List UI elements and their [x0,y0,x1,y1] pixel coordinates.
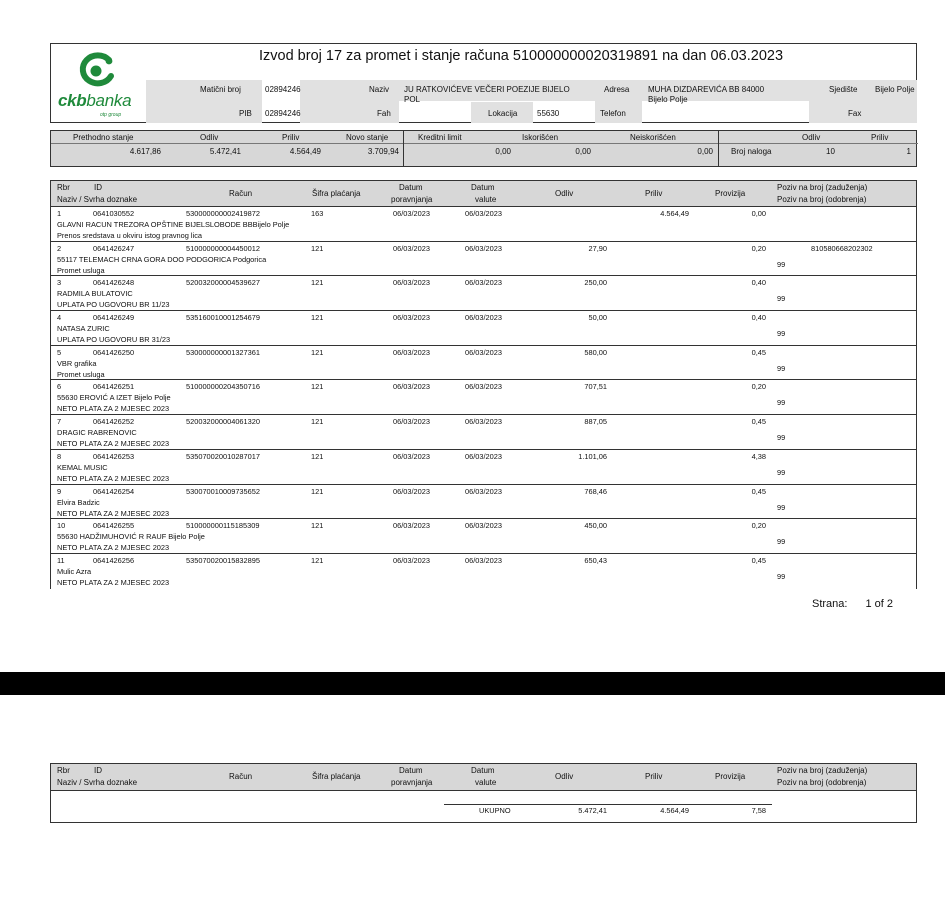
row-prov: 0,45 [751,417,766,427]
odliv-value: 5.472,41 [209,147,241,156]
account-info [146,80,917,123]
bank-logo [54,52,146,120]
col-sifra: Šifra plaćanja [312,189,361,198]
row-rbr: 10 [57,521,66,531]
odliv-label: Odliv [200,133,219,142]
row-odliv: 27,90 [588,243,607,253]
totals-odliv: 5.472,41 [578,806,607,815]
row-naziv: 55630 EROVIĆ A IZET Bijelo Polje [57,393,171,403]
nalog-odliv-label: Odliv [802,133,821,142]
table-header [50,180,917,207]
row-prov: 0,45 [751,347,766,357]
row-id: 0641426247 [93,243,135,253]
row-d2: 06/03/2023 [465,243,502,253]
row-odliv: 450,00 [584,521,607,531]
totals-provizija: 7,58 [751,806,766,815]
row-d1: 06/03/2023 [393,243,430,253]
neiskoriscen-label: Neiskorišćen [630,133,676,142]
row-odliv: 250,00 [584,278,607,288]
row-poziv-o: 99 [777,467,786,477]
row-prov: 0,20 [751,243,766,253]
row-poziv-o: 99 [777,259,786,269]
col-odliv: Odliv [555,772,574,781]
row-svrha: NETO PLATA ZA 2 MJESEC 2023 [57,543,170,553]
row-d2: 06/03/2023 [465,313,502,323]
row-d2: 06/03/2023 [465,521,502,531]
row-racun: 535070020015832895 [186,555,260,565]
row-racun: 535070020010287017 [186,451,260,461]
row-sifra: 121 [311,521,324,531]
row-id: 0641426252 [93,417,135,427]
row-poziv-o: 99 [777,502,786,512]
row-racun: 510000000004450012 [186,243,260,253]
row-prov: 0,20 [751,382,766,392]
row-d1: 06/03/2023 [393,313,430,323]
iskoriscen-value: 0,00 [575,147,591,156]
col-priliv: Priliv [645,189,663,198]
row-rbr: 7 [57,417,62,427]
sjediste-label: Sjedište [829,85,858,94]
row-racun: 530070010009735652 [186,486,260,496]
row-poziv-o: 99 [777,329,786,339]
kreditni-limit-label: Kreditni limit [418,133,462,142]
row-racun: 520032000004539627 [186,278,260,288]
col-sifra: Šifra plaćanja [312,772,361,781]
row-svrha: Promet usluga [57,265,105,275]
col-poziv-odobrenja: Poziv na broj (odobrenja) [777,778,867,787]
bank-logo-wordmark [58,91,131,111]
statement-header [50,43,917,123]
row-poziv-o: 99 [777,398,786,408]
row-poziv-o: 99 [777,294,786,304]
row-naziv: RADMILA BULATOVIC [57,289,133,299]
row-d1: 06/03/2023 [393,521,430,531]
row-id: 0641030552 [93,209,135,218]
row-svrha: NETO PLATA ZA 2 MJESEC 2023 [57,404,170,414]
row-sifra: 163 [311,209,324,218]
row-prov: 4,38 [751,451,766,461]
totals-table [50,763,917,823]
nalog-priliv-value: 1 [906,147,911,156]
col-racun: Račun [229,772,253,781]
row-racun: 535160010001254679 [186,313,260,323]
row-odliv: 580,00 [584,347,607,357]
row-naziv: VBR grafika [57,358,97,368]
row-d1: 06/03/2023 [393,555,430,565]
novo-stanje-label: Novo stanje [346,133,389,142]
row-prov: 0,00 [751,209,766,218]
row-naziv: NATASA ZURIC [57,324,110,334]
row-odliv: 1.101,06 [578,451,607,461]
table-row [50,380,917,415]
col-rbr: Rbr [57,766,70,775]
row-id: 0641426250 [93,347,135,357]
row-svrha: UPLATA PO UGOVORU BR 31/23 [57,335,171,345]
col-rbr: Rbr [57,183,70,192]
maticni-value: 02894246 [265,85,301,94]
totals-priliv: 4.564,49 [660,806,689,815]
row-odliv: 768,46 [584,486,607,496]
transaction-rows [50,207,917,589]
fax-label: Fax [848,109,862,118]
table-row [50,519,917,554]
row-d2: 06/03/2023 [465,278,502,288]
table-row [50,276,917,311]
col-id: ID [94,183,102,192]
statement-title: Izvod broj 17 za promet i stanje računa 510000000020319891 na dan 06.03.2023 [259,48,784,64]
table-row [50,485,917,520]
col-naziv: Naziv / Svrha doznake [57,195,138,204]
fah-label: Fah [377,109,391,118]
summary-divider-1 [403,131,404,166]
row-prov: 0,40 [751,278,766,288]
row-racun: 510000000204350716 [186,382,260,392]
row-rbr: 2 [57,243,62,253]
row-svrha: NETO PLATA ZA 2 MJESEC 2023 [57,577,170,587]
row-svrha: NETO PLATA ZA 2 MJESEC 2023 [57,439,170,449]
row-id: 0641426256 [93,555,135,565]
row-poziv-o: 99 [777,433,786,443]
priliv-value: 4.564,49 [289,147,321,156]
col-datum-val-1: Datum [471,766,495,775]
totals-label: UKUPNO [479,806,511,815]
row-d2: 06/03/2023 [465,382,502,392]
col-datum-por-1: Datum [399,183,423,192]
lokacija-label: Lokacija [488,109,518,118]
summary-divider [51,143,918,144]
row-id: 0641426255 [93,521,135,531]
row-naziv: 55630 HADŽIMUHOVIĆ R RAUF Bijelo Polje [57,532,205,542]
col-provizija: Provizija [715,189,746,198]
bank-logo-icon [76,52,116,88]
logo-main-text: ckb [58,91,87,110]
row-racun: 520032000004061320 [186,417,260,427]
lokacija-value: 55630 [537,109,560,118]
row-id: 0641426253 [93,451,135,461]
table-row [50,415,917,450]
col-datum-val-2: valute [475,195,497,204]
table-row [50,311,917,346]
col-datum-val-1: Datum [471,183,495,192]
col-provizija: Provizija [715,772,746,781]
row-prov: 0,45 [751,555,766,565]
row-odliv: 887,05 [584,417,607,427]
row-sifra: 121 [311,555,324,565]
row-rbr: 5 [57,347,62,357]
row-racun: 530000000002419872 [186,209,260,218]
col-priliv: Priliv [645,772,663,781]
novo-stanje-value: 3.709,94 [367,147,399,156]
row-d1: 06/03/2023 [393,486,430,496]
col-odliv: Odliv [555,189,574,198]
page-number [812,598,893,610]
row-d1: 06/03/2023 [393,417,430,427]
row-naziv: 55117 TELEMACH CRNA GORA DOO PODGORICA Podgorica [57,254,267,264]
col-naziv: Naziv / Svrha doznake [57,778,138,787]
row-priliv: 4.564,49 [660,209,689,218]
row-svrha: UPLATA PO UGOVORU BR 11/23 [57,300,170,310]
pib-label: PIB [239,109,252,118]
balance-summary [50,130,917,167]
row-sifra: 121 [311,243,324,253]
row-d1: 06/03/2023 [393,451,430,461]
naziv-value-line2: POL [404,95,421,104]
row-sifra: 121 [311,451,324,461]
row-d1: 06/03/2023 [393,278,430,288]
row-prov: 0,20 [751,521,766,531]
row-d2: 06/03/2023 [465,417,502,427]
row-d1: 06/03/2023 [393,347,430,357]
row-sifra: 121 [311,278,324,288]
row-poziv-o: 99 [777,363,786,373]
col-poziv-zaduzenja: Poziv na broj (zaduženja) [777,766,868,775]
row-rbr: 3 [57,278,62,288]
nalog-odliv-value: 10 [826,147,835,156]
row-d2: 06/03/2023 [465,486,502,496]
col-datum-val-2: valute [475,778,497,787]
naziv-value-line1: JU RATKOVIĆEVE VEČERI POEZIJE BIJELO [404,85,570,94]
sjediste-value: Bijelo Polje [875,85,915,94]
row-rbr: 9 [57,486,62,496]
row-naziv: Elvira Badzic [57,497,100,507]
row-d1: 06/03/2023 [393,209,430,218]
row-rbr: 6 [57,382,62,392]
row-sifra: 121 [311,347,324,357]
telefon-label: Telefon [600,109,626,118]
table-row [50,554,917,589]
pib-value: 02894246 [265,109,301,118]
col-id: ID [94,766,102,775]
page-separator [0,672,945,695]
row-d2: 06/03/2023 [465,451,502,461]
logo-accent-text: banka [86,91,132,110]
row-poziv-o: 99 [777,571,786,581]
prethodno-label: Prethodno stanje [73,133,134,142]
row-svrha: NETO PLATA ZA 2 MJESEC 2023 [57,473,170,483]
row-d2: 06/03/2023 [465,555,502,565]
row-naziv: GLAVNI RACUN TREZORA OPŠTINE BIJELSLOBODE BBBijelo Polje [57,220,290,229]
row-d2: 06/03/2023 [465,209,502,218]
row-id: 0641426249 [93,313,135,323]
row-odliv: 50,00 [588,313,607,323]
priliv-label: Priliv [282,133,300,142]
row-id: 0641426251 [93,382,135,392]
maticni-label: Matični broj [200,85,241,94]
kreditni-limit-value: 0,00 [495,147,511,156]
col-poziv-odobrenja: Poziv na broj (odobrenja) [777,195,867,204]
row-naziv: KEMAL MUSIC [57,462,108,472]
row-naziv: Mulic Azra [57,566,92,576]
row-d2: 06/03/2023 [465,347,502,357]
row-prov: 0,45 [751,486,766,496]
row-poziv-z: 810580668202302 [811,243,873,253]
totals-table-header [51,764,916,791]
row-rbr: 11 [57,555,65,565]
row-rbr: 1 [57,209,62,218]
transactions-table [50,180,917,589]
table-row [50,207,917,242]
broj-naloga-label: Broj naloga [731,147,772,156]
totals-divider [444,804,772,805]
col-poziv-zaduzenja: Poziv na broj (zaduženja) [777,183,868,192]
col-datum-por-2: poravnjanja [391,778,433,787]
logo-subtext: otp group [100,112,122,118]
prethodno-value: 4.617,86 [129,147,161,156]
iskoriscen-label: Iskorišćen [522,133,559,142]
row-sifra: 121 [311,486,324,496]
row-racun: 530000000001327361 [186,347,260,357]
row-naziv: DRAGIC RABRENOVIC [57,428,137,438]
row-svrha: Prenos sredstava u okviru istog pravnog lica [57,231,203,240]
row-sifra: 121 [311,417,324,427]
row-sifra: 121 [311,382,324,392]
row-odliv: 650,43 [584,555,607,565]
col-datum-por-2: poravnjanja [391,195,433,204]
naziv-label: Naziv [369,85,390,94]
nalog-priliv-label: Priliv [871,133,889,142]
col-racun: Račun [229,189,253,198]
row-id: 0641426254 [93,486,135,496]
summary-divider-2 [718,131,719,166]
adresa-label: Adresa [604,85,630,94]
neiskoriscen-value: 0,00 [697,147,713,156]
row-rbr: 8 [57,451,62,461]
row-racun: 510000000115185309 [186,521,260,531]
row-id: 0641426248 [93,278,135,288]
page-number-value: 1 of 2 [865,598,893,610]
row-poziv-o: 99 [777,537,786,547]
row-svrha: Promet usluga [57,369,105,379]
page-number-label: Strana: [812,598,848,610]
row-odliv: 707,51 [584,382,607,392]
adresa-value-line2: Bijelo Polje [648,95,688,104]
row-sifra: 121 [311,313,324,323]
row-prov: 0,40 [751,313,766,323]
adresa-value-line1: MUHA DIZDAREVIĆA BB 84000 [648,85,765,94]
table-row [50,242,917,277]
table-row [50,346,917,381]
col-datum-por-1: Datum [399,766,423,775]
row-svrha: NETO PLATA ZA 2 MJESEC 2023 [57,508,170,518]
table-row [50,450,917,485]
row-d1: 06/03/2023 [393,382,430,392]
row-rbr: 4 [57,313,62,323]
